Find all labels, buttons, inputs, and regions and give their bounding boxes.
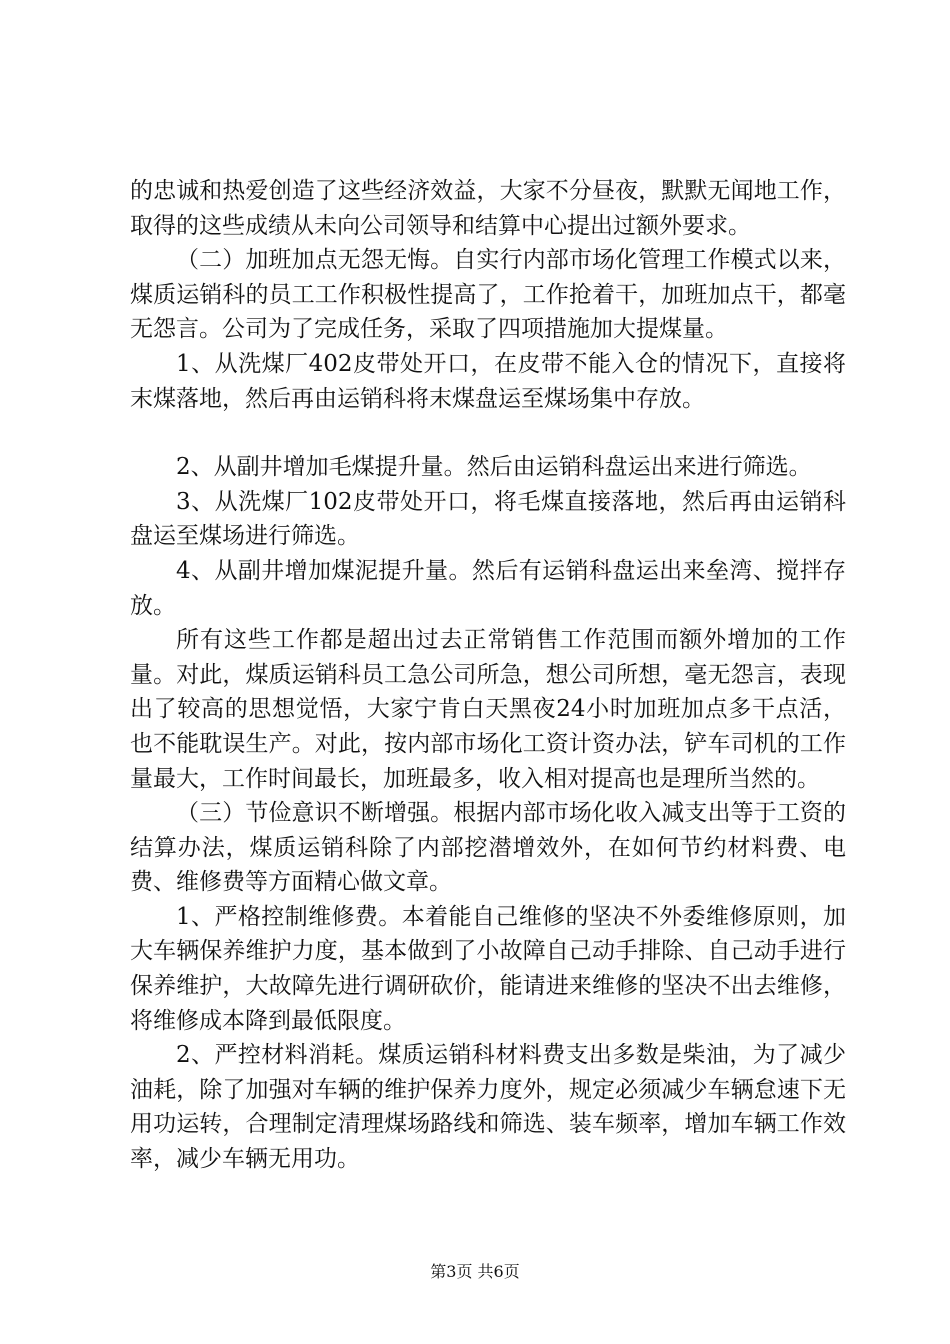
document-body (130, 174, 846, 1177)
paragraph-material-cost: 2、严控材料消耗。煤质运销科材料费支出多数是柴油，为了减少油耗，除了加强对车辆的维护保养力度外，规定必须减少车辆怠速下无用功运转，合理制定清理煤场路线和筛选、装车频率，增加车辆工作效率，减少车辆无用功。 (130, 1042, 846, 1173)
paragraph-repair-cost: 1、严格控制维修费。本着能自己维修的坚决不外委维修原则，加大车辆保养维护力度，基本做到了小故障自己动手排除、自己动手进行保养维护，大故障先进行调研砍价，能请进来维修的坚决不出去维修，将维修成本降到最低限度。 (130, 903, 846, 1034)
paragraph-section-three: （三）节俭意识不断增强。根据内部市场化收入减支出等于工资的结算办法，煤质运销科除了内部挖潜增效外，在如何节约材料费、电费、维修费等方面精心做文章。 (130, 800, 846, 896)
paragraph-measure-2: 2、从副井增加毛煤提升量。然后由运销科盘运出来进行筛选。 (176, 454, 812, 481)
paragraph-section-two: （二）加班加点无怨无悔。自实行内部市场化管理工作模式以来，煤质运销科的员工工作积极性提高了，工作抢着干，加班加点干，都毫无怨言。公司为了完成任务，采取了四项措施加大提煤量。 (130, 247, 846, 343)
paragraph-measure-1: 1、从洗煤厂402皮带处开口，在皮带不能入仓的情况下，直接将末煤落地，然后再由运销科将末煤盘运至煤场集中存放。 (130, 350, 846, 412)
page-number: 第3页 共6页 (430, 1262, 520, 1281)
paragraph-measure-4: 4、从副井增加煤泥提升量。然后有运销科盘运出来垒湾、搅拌存放。 (130, 557, 846, 619)
paragraph-workload: 所有这些工作都是超出过去正常销售工作范围而额外增加的工作量。对此，煤质运销科员工急公司所急，想公司所想，毫无怨言，表现出了较高的思想觉悟，大家宁肯白天黑夜24小时加班加点多干点活，也不能耽误生产。对此，按内部市场化工资计资办法，铲车司机的工作量最大，工作时间最长，加班最多，收入相对提高也是理所当然的。 (130, 627, 846, 792)
paragraph-continuation: 的忠诚和热爱创造了这些经济效益，大家不分昼夜，默默无闻地工作，取得的这些成绩从未向公司领导和结算中心提出过额外要求。 (130, 178, 846, 239)
paragraph-measure-3: 3、从洗煤厂102皮带处开口，将毛煤直接落地，然后再由运销科盘运至煤场进行筛选。 (130, 488, 846, 550)
